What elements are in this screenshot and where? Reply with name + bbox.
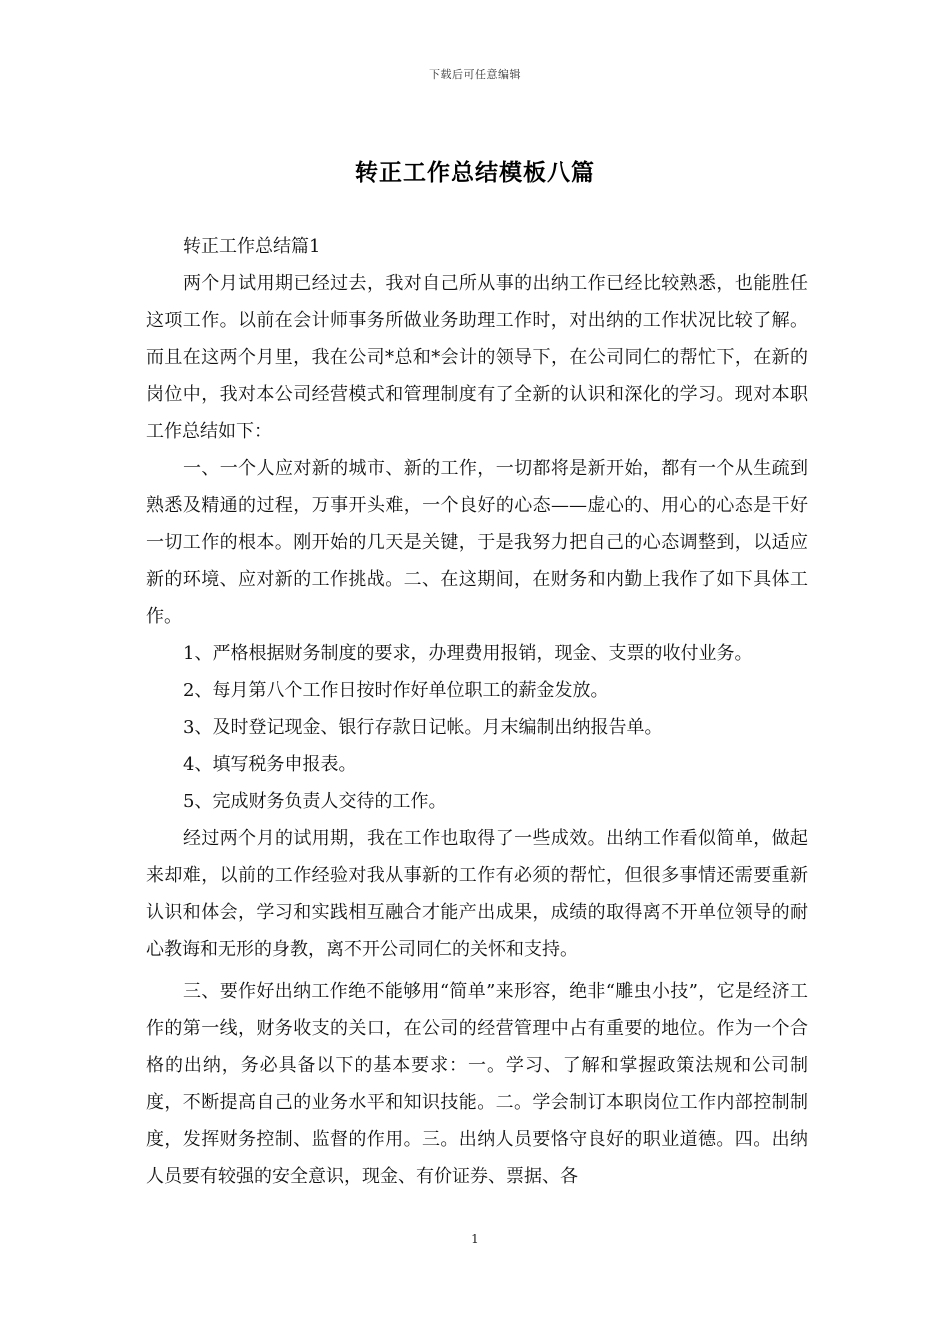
paragraph: 两个月试用期已经过去，我对自己所从事的出纳工作已经比较熟悉，也能胜任这项工作。以前在会计师事务所做业务助理工作时，对出纳的工作状况比较了解。而且在这两个月里，我在公司*总和*会计的领导下，在公司同仁的帮忙下，在新的岗位中，我对本公司经营模式和管理制度有了全新的认识和深化的学习。现对本职工作总结如下： [146,273,808,442]
header-note: 下载后可任意编辑 [429,68,521,81]
section-heading: 转正工作总结篇1 [183,236,321,257]
paragraph: 一、一个人应对新的城市、新的工作，一切都将是新开始，都有一个从生疏到熟悉及精通的过程，万事开头难，一个良好的心态——虚心的、用心的心态是干好一切工作的根本。刚开始的几天是关键，于是我努力把自己的心态调整到，以适应新的环境、应对新的工作挑战。二、在这期间，在财务和内勤上我作了如下具体工作。 [146,458,808,627]
paragraph: 经过两个月的试用期，我在工作也取得了一些成效。出纳工作看似简单，做起来却难，以前的工作经验对我从事新的工作有必须的帮忙，但很多事情还需要重新认识和体会，学习和实践相互融合才能产出成果，成绩的取得离不开单位领导的耐心教诲和无形的身教，离不开公司同仁的关怀和支持。 [146,828,808,960]
page-number: 1 [471,1232,479,1246]
list-item: 2、每月第八个工作日按时作好单位职工的薪金发放。 [183,680,609,701]
list-item: 3、及时登记现金、银行存款日记帐。月末编制出纳报告单。 [183,717,663,738]
list-item: 5、完成财务负责人交待的工作。 [183,791,447,812]
list-item: 1、严格根据财务制度的要求，办理费用报销，现金、支票的收付业务。 [183,643,753,664]
paragraph: 三、要作好出纳工作绝不能够用“简单”来形容，绝非“雕虫小技”，它是经济工作的第一线，财务收支的关口，在公司的经营管理中占有重要的地位。作为一个合格的出纳，务必具备以下的基本要求：一。学习、了解和掌握政策法规和公司制度，不断提高自己的业务水平和知识技能。二。学会制订本职岗位工作内部控制制度，发挥财务控制、监督的作用。三。出纳人员要恪守良好的职业道德。四。出纳人员要有较强的安全意识，现金、有价证券、票据、各 [146,981,808,1187]
document-title: 转正工作总结模板八篇 [355,159,595,186]
document-body [146,228,808,1195]
list-item: 4、填写税务申报表。 [183,754,357,775]
